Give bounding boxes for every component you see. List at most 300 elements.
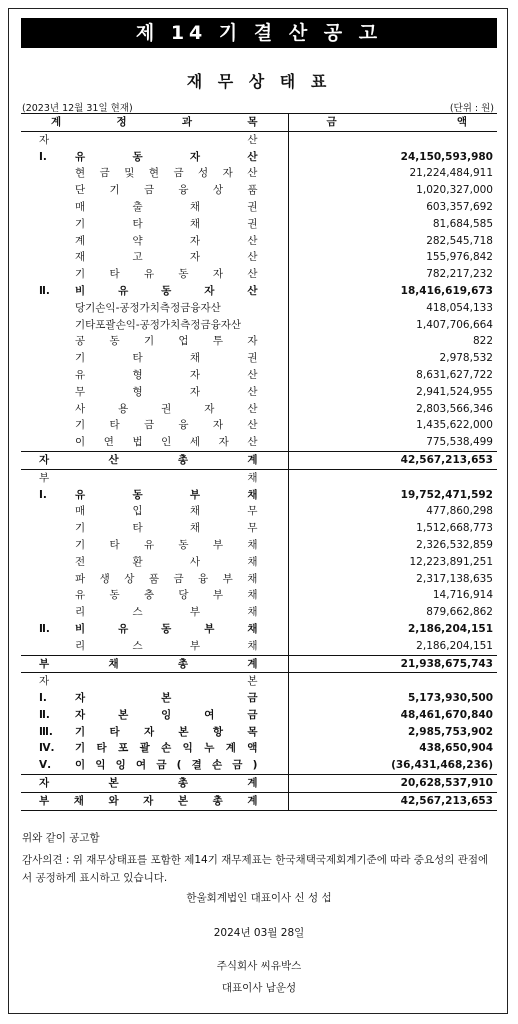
roman-numeral (21, 216, 69, 233)
audit-opinion: 감사의견 : 위 재무상태표를 포함한 제14기 재무제표는 한국채택국제회계기준에 따라 중요성의 관점에서 공정하게 표시하고 있습니다. (22, 854, 489, 884)
account-name-part: 기 (75, 419, 86, 432)
account-name-part: 사 (189, 555, 201, 568)
account-name-part: 채 (247, 488, 258, 501)
amount-cell: 18,416,619,673 (400, 284, 493, 297)
roman-numeral (21, 384, 69, 401)
account-name-part: 산 (247, 251, 258, 264)
account-name-part: 기 (75, 538, 86, 551)
account-name-part: 권 (247, 200, 258, 213)
account-name-part: 자 (218, 436, 229, 449)
account-name-part: 자 (143, 725, 155, 738)
account-name-part: 상 (124, 572, 135, 585)
account-name-part: 투 (212, 335, 224, 348)
total-label-part: 자 (39, 453, 50, 466)
account-name-part: 기 (75, 742, 86, 755)
account-name-part: 부 (204, 622, 215, 635)
table-row (21, 300, 497, 317)
account-name-part: 형 (132, 385, 143, 398)
roman-numeral (21, 520, 69, 537)
account-name-part: 부 (189, 606, 201, 619)
roman-numeral (21, 401, 69, 418)
account-name-part: 산 (247, 402, 258, 415)
amount-cell: 2,978,532 (439, 352, 493, 365)
account-name-part: 부 (222, 572, 233, 585)
account-name-part: 고 (132, 251, 143, 264)
account-name-part: ) (252, 759, 258, 772)
account-name-part: 생 (99, 572, 110, 585)
total-label-part: 와 (108, 794, 119, 807)
notice-banner-title: 제 14 기 결 산 공 고 (21, 18, 497, 48)
account-name-part: 자 (189, 251, 201, 264)
section-label-part: 채 (247, 471, 258, 484)
account-cell (21, 775, 288, 793)
table-row (21, 182, 497, 199)
account-name-part: 계 (225, 742, 236, 755)
amount-cell: 775,538,499 (426, 436, 493, 449)
account-name-part: ( (176, 759, 182, 772)
roman-numeral (21, 165, 69, 182)
amount-cell: 42,567,213,653 (288, 451, 497, 469)
total-label-part: 채 (108, 657, 119, 670)
account-name-part: 자 (204, 402, 215, 415)
account-name-part: 전 (75, 555, 86, 568)
account-name-part: 이 (75, 759, 86, 772)
account-name-part: 여 (204, 708, 215, 721)
account-name-part: 자 (189, 150, 201, 163)
account-name-part: 자 (204, 284, 215, 297)
roman-numeral: Ⅲ. (39, 725, 53, 738)
table-row (21, 724, 497, 741)
account-name-part: 잉 (161, 708, 172, 721)
account-cell (21, 487, 288, 504)
section-label-part: 산 (247, 133, 258, 146)
amount-cell: 20,628,537,910 (288, 775, 497, 793)
account-name-part: 자 (75, 708, 86, 721)
amount-cell: 42,567,213,653 (288, 792, 497, 810)
amount-cell: 12,223,891,251 (409, 555, 493, 568)
amount-cell (288, 673, 497, 690)
roman-numeral (21, 638, 69, 655)
amount-cell: 2,186,204,151 (407, 622, 493, 635)
account-name-part: 비 (75, 284, 86, 297)
account-name-part: 권 (247, 352, 258, 365)
roman-numeral (21, 537, 69, 554)
account-name-part: 자 (212, 268, 224, 281)
account-name-part: 기 (75, 268, 86, 281)
section-label-part: 자 (39, 675, 50, 688)
account-cell (21, 417, 288, 434)
account-name-part: 동 (161, 284, 172, 297)
account-cell (21, 182, 288, 199)
amount-cell: 2,317,138,635 (416, 572, 493, 585)
total-label-part: 본 (108, 777, 119, 790)
table-row (21, 417, 497, 434)
account-name-part: 채 (247, 622, 258, 635)
account-name-part: 출 (132, 200, 143, 213)
account-cell (21, 401, 288, 418)
total-label-part: 계 (247, 453, 258, 466)
account-name-part: 사 (75, 402, 86, 415)
amount-cell: 477,860,298 (426, 505, 493, 518)
amount-cell: 418,054,133 (426, 301, 493, 314)
account-name-part: 손 (211, 759, 223, 772)
total-label-part: 계 (247, 794, 258, 807)
account-cell (21, 690, 288, 707)
account-name-part: 산 (247, 368, 258, 381)
account-header-text-part: 계 (51, 116, 62, 128)
account-cell (21, 451, 288, 469)
account-cell (21, 233, 288, 250)
account-name-part: 동 (178, 268, 189, 281)
account-name-part: 유 (143, 268, 155, 281)
account-cell (21, 520, 288, 537)
account-name-part: 권 (161, 402, 172, 415)
account-name-part: 금 (143, 184, 155, 197)
account-name-part: 본 (178, 725, 189, 738)
roman-numeral (21, 317, 69, 334)
total-label-part: 자 (143, 794, 154, 807)
roman-numeral: Ⅱ. (39, 284, 50, 297)
total-label-part: 총 (177, 453, 189, 466)
roman-numeral (21, 571, 69, 588)
account-cell (21, 554, 288, 571)
account-name-part: 부 (212, 589, 224, 602)
table-row (21, 537, 497, 554)
account-name-part: 익 (95, 759, 106, 772)
account-cell (21, 333, 288, 350)
account-name-part: 자 (189, 385, 201, 398)
account-name-part: 산 (247, 234, 258, 247)
account-name-part: 무 (247, 522, 258, 535)
account-name-part: 액 (247, 742, 258, 755)
account-name-part: 채 (189, 522, 201, 535)
account-cell (21, 350, 288, 367)
table-row (21, 503, 497, 520)
account-cell (21, 655, 288, 673)
account-name-part: 융 (198, 572, 209, 585)
section-row (21, 469, 497, 486)
account-name-part: 누 (204, 742, 215, 755)
ceo-name: 대표이사 남운성 (221, 982, 297, 994)
account-name-part: 비 (75, 622, 86, 635)
account-name-part: 타 (109, 268, 120, 281)
account-name: 기타포괄손익-공정가치측정금융자산 (75, 318, 242, 331)
table-row (21, 149, 497, 166)
account-name-part: 금 (232, 759, 243, 772)
amount-cell: 2,326,532,859 (416, 538, 493, 551)
account-header-text-part: 목 (247, 116, 258, 128)
account-name-part: 인 (161, 436, 172, 449)
account-name-part: 권 (247, 217, 258, 230)
roman-numeral (21, 604, 69, 621)
account-name-part: 결 (191, 759, 202, 772)
amount-cell: 19,752,471,592 (400, 488, 493, 501)
table-row (21, 283, 497, 300)
account-cell (21, 792, 288, 810)
roman-numeral (21, 554, 69, 571)
account-name-part: 상 (212, 184, 224, 197)
amount-cell: 24,150,593,980 (400, 150, 493, 163)
amount-cell: 822 (472, 335, 493, 348)
account-name-part: 자 (75, 692, 86, 705)
unit-label: (단위 : 원) (449, 103, 494, 114)
account-name-part: 품 (148, 572, 159, 585)
account-name-part: 자 (189, 368, 201, 381)
account-name-part: 채 (189, 505, 201, 518)
amount-cell: 782,217,232 (426, 268, 493, 281)
total-label-part: 총 (177, 657, 189, 670)
account-name-part: 자 (247, 335, 258, 348)
account-name-part: 및 (124, 167, 135, 180)
account-name-part: 금 (247, 692, 258, 705)
roman-numeral: Ⅰ. (39, 692, 47, 705)
amount-cell: 2,186,204,151 (416, 639, 493, 652)
account-name-part: 동 (178, 538, 189, 551)
account-name-part: 산 (247, 419, 258, 432)
total-label-part: 채 (73, 794, 84, 807)
account-cell (21, 266, 288, 283)
amount-cell: 48,461,670,840 (400, 708, 493, 721)
account-name-part: 공 (75, 335, 86, 348)
account-name-part: 목 (247, 725, 258, 738)
table-row (21, 317, 497, 334)
roman-numeral (21, 233, 69, 250)
account-name-part: 타 (96, 742, 107, 755)
amount-cell: 8,631,627,722 (416, 368, 493, 381)
roman-numeral (21, 434, 69, 451)
account-name-part: 채 (247, 589, 258, 602)
account-name-part: 리 (75, 639, 86, 652)
amount-cell (288, 131, 497, 148)
amount-cell: 282,545,718 (426, 234, 493, 247)
account-name-part: 계 (75, 234, 86, 247)
account-cell (21, 131, 288, 148)
company-name: 주식회사 씨유박스 (216, 960, 302, 972)
account-name-part: 기 (75, 725, 86, 738)
account-name-part: 항 (212, 725, 224, 738)
account-name-part: 산 (247, 436, 258, 449)
amount-header-text-part: 액 (456, 116, 467, 128)
roman-numeral: Ⅳ. (39, 742, 55, 755)
account-name-part: 타 (132, 352, 143, 365)
account-cell (21, 740, 288, 757)
account-name-part: 법 (132, 436, 143, 449)
table-row (21, 333, 497, 350)
total-label-part: 계 (247, 777, 258, 790)
table-row (21, 350, 497, 367)
amount-cell: 5,173,930,500 (407, 692, 493, 705)
section-label-part: 본 (247, 675, 258, 688)
account-name-part: 본 (118, 708, 129, 721)
account-name-part: 타 (132, 522, 143, 535)
account-cell (21, 757, 288, 774)
account-cell (21, 537, 288, 554)
total-label-part: 총 (177, 777, 189, 790)
account-name-part: 기 (143, 335, 155, 348)
account-name-part: 금 (156, 759, 167, 772)
amount-column-header (288, 114, 497, 132)
account-name-part: 동 (132, 488, 143, 501)
total-label-part: 산 (108, 453, 119, 466)
amount-cell: 14,716,914 (432, 589, 493, 602)
account-name-part: 매 (75, 505, 86, 518)
auditor-name: 한울회계법인 대표이사 신 성 섭 (186, 892, 332, 904)
total-label-part: 부 (39, 794, 50, 807)
account-name-part: 단 (75, 184, 86, 197)
account-name-part: 입 (132, 505, 143, 518)
table-row (21, 199, 497, 216)
roman-numeral: Ⅱ. (39, 622, 50, 635)
account-name-part: 자 (189, 234, 201, 247)
account-name-part: 유 (118, 622, 129, 635)
account-cell (21, 149, 288, 166)
total-row (21, 775, 497, 793)
account-cell (21, 638, 288, 655)
amount-cell: 438,650,904 (419, 742, 493, 755)
roman-numeral (21, 333, 69, 350)
account-name-part: 포 (118, 742, 129, 755)
section-row (21, 131, 497, 148)
amount-cell: 2,941,524,955 (416, 385, 493, 398)
account-cell (21, 571, 288, 588)
table-row (21, 384, 497, 401)
account-name-part: 유 (75, 368, 86, 381)
roman-numeral: Ⅰ. (39, 488, 47, 501)
table-row (21, 757, 497, 774)
roman-numeral: Ⅴ. (39, 759, 52, 772)
account-name-part: 잉 (115, 759, 126, 772)
account-name-part: 연 (103, 436, 114, 449)
amount-cell: 603,357,692 (426, 200, 493, 213)
account-name-part: 동 (161, 622, 172, 635)
account-name-part: 채 (189, 200, 201, 213)
table-row (21, 621, 497, 638)
account-name-part: 스 (132, 639, 143, 652)
account-name-part: 산 (247, 385, 258, 398)
table-row (21, 520, 497, 537)
account-name-part: 업 (178, 335, 189, 348)
table-row (21, 434, 497, 451)
roman-numeral (21, 367, 69, 384)
account-name-part: 매 (75, 200, 86, 213)
account-name-part: 재 (75, 251, 86, 264)
account-cell (21, 707, 288, 724)
table-row (21, 554, 497, 571)
amount-cell (288, 469, 497, 486)
account-name-part: 금 (173, 572, 184, 585)
account-name-part: 산 (247, 150, 258, 163)
roman-numeral (21, 503, 69, 520)
account-cell (21, 621, 288, 638)
account-cell (21, 673, 288, 690)
account-header-text-part: 과 (181, 116, 193, 128)
amount-cell: (36,431,468,236) (391, 759, 493, 772)
section-row (21, 673, 497, 690)
total-row (21, 655, 497, 673)
account-cell (21, 469, 288, 486)
amount-cell: 1,435,622,000 (416, 419, 493, 432)
account-name-part: 산 (247, 167, 258, 180)
amount-cell: 1,407,706,664 (416, 318, 493, 331)
roman-numeral (21, 266, 69, 283)
account-cell (21, 216, 288, 233)
account-name-part: 괄 (139, 742, 150, 755)
section-label-part: 부 (39, 471, 50, 484)
account-cell (21, 249, 288, 266)
account-name-part: 융 (178, 184, 189, 197)
table-row (21, 401, 497, 418)
balance-sheet-table (21, 113, 497, 811)
total-label-part: 본 (177, 794, 189, 807)
account-name-part: 채 (247, 538, 258, 551)
account-name-part: 금 (143, 419, 155, 432)
reporting-date: (2023년 12월 31일 현재) (22, 103, 133, 114)
account-name-part: 당 (178, 589, 189, 602)
account-name-part: 유 (75, 589, 86, 602)
account-name-part: 세 (189, 436, 201, 449)
account-name: 당기손익-공정가치측정금융자산 (75, 301, 221, 314)
account-column-header (21, 114, 288, 132)
table-row (21, 249, 497, 266)
account-name-part: 무 (75, 385, 86, 398)
account-name-part: 산 (247, 284, 258, 297)
account-cell (21, 503, 288, 520)
roman-numeral (21, 182, 69, 199)
account-name-part: 금 (173, 167, 184, 180)
account-name-part: 무 (247, 505, 258, 518)
amount-cell: 1,020,327,000 (416, 184, 493, 197)
account-name-part: 이 (75, 436, 86, 449)
roman-numeral (21, 199, 69, 216)
roman-numeral (21, 300, 69, 317)
account-name-part: 융 (178, 419, 189, 432)
table-row (21, 367, 497, 384)
account-name-part: 자 (212, 419, 224, 432)
table-row (21, 487, 497, 504)
account-name-part: 채 (247, 572, 258, 585)
account-name-part: 현 (75, 167, 86, 180)
announcement-date: 2024년 03월 28일 (213, 927, 305, 939)
table-row (21, 165, 497, 182)
roman-numeral (21, 587, 69, 604)
table-row (21, 571, 497, 588)
amount-cell: 2,985,753,902 (407, 725, 493, 738)
account-name-part: 채 (247, 606, 258, 619)
account-name-part: 산 (247, 268, 258, 281)
account-name-part: 기 (75, 522, 86, 535)
roman-numeral (21, 417, 69, 434)
announcement-text: 위와 같이 공고함 (22, 832, 100, 844)
table-row (21, 638, 497, 655)
account-name-part: 채 (189, 217, 201, 230)
table-row (21, 233, 497, 250)
roman-numeral (21, 350, 69, 367)
amount-cell: 81,684,585 (432, 217, 493, 230)
account-name-part: 성 (198, 167, 209, 180)
account-name-part: 부 (189, 639, 201, 652)
table-row (21, 707, 497, 724)
account-name-part: 기 (75, 217, 86, 230)
account-name-part: 부 (189, 488, 201, 501)
account-cell (21, 199, 288, 216)
account-name-part: 유 (75, 488, 86, 501)
section-label-part: 자 (39, 133, 50, 146)
account-name-part: 충 (143, 589, 155, 602)
account-cell (21, 434, 288, 451)
account-cell (21, 724, 288, 741)
account-name-part: 품 (247, 184, 258, 197)
account-cell (21, 300, 288, 317)
